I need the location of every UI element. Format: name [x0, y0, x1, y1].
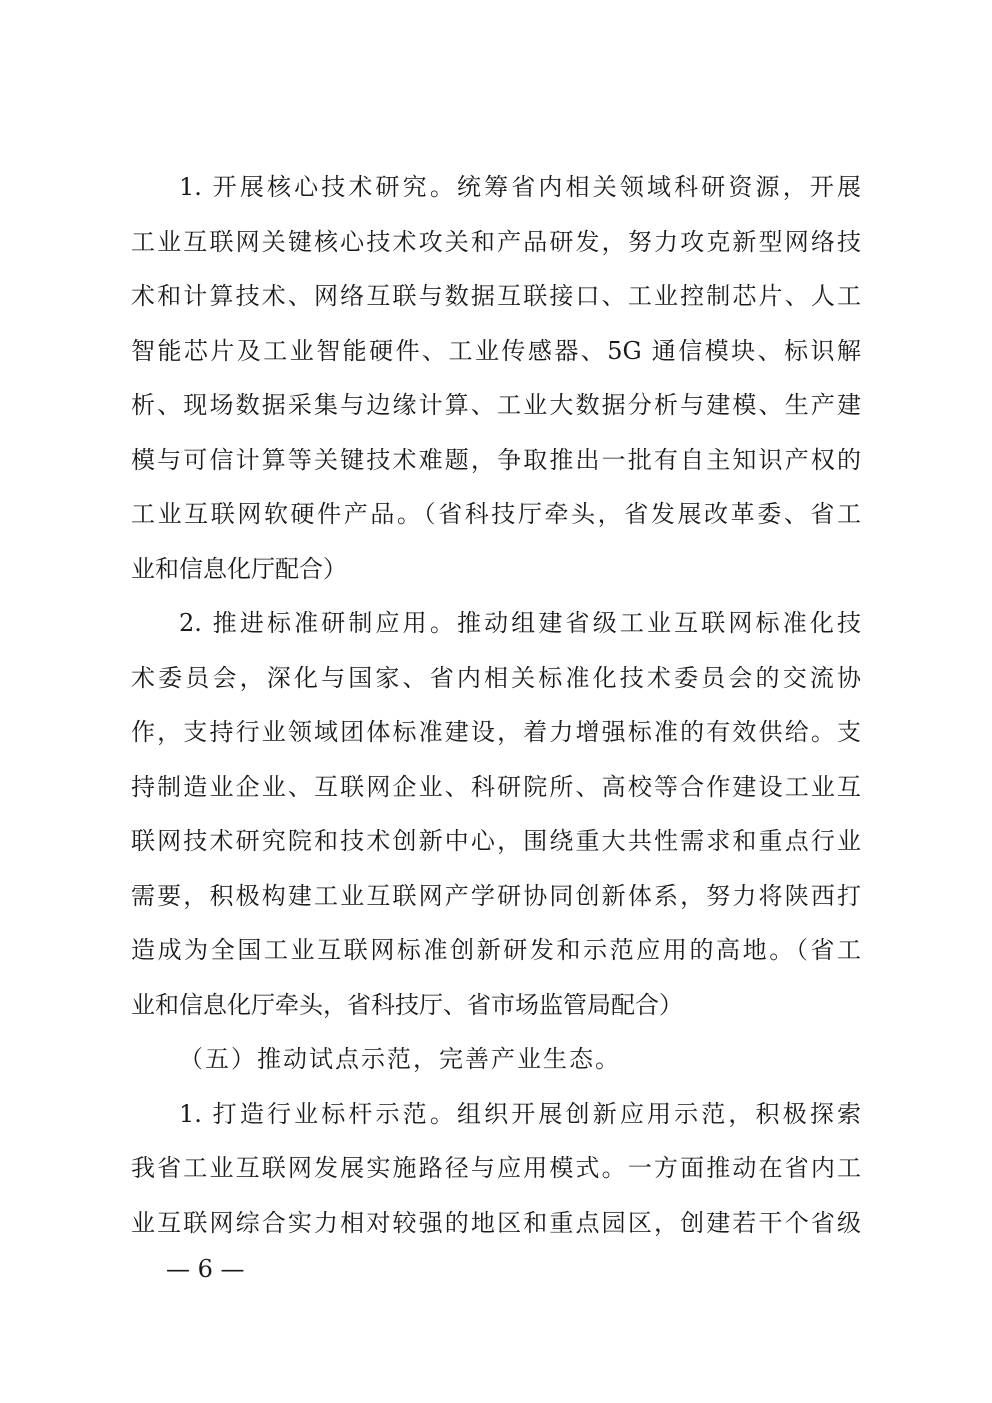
- paragraph-1-line-3: 术和计算技术、网络互联与数据互联接口、工业控制芯片、人工: [131, 282, 861, 310]
- paragraph-2-line-4: 持制造业企业、互联网企业、科研院所、高校等合作建设工业互: [131, 772, 861, 801]
- paragraph-2-line-8: 业和信息化厅牵头，省科技厅、省市场监管局配合）: [131, 990, 683, 1019]
- section-heading: （五）推动试点示范，完善产业生态。: [179, 1045, 621, 1073]
- paragraph-1-line-7: 工业互联网软硬件产品。（省科技厅牵头，省发展改革委、省工: [131, 500, 861, 528]
- paragraph-2-line-2: 术委员会，深化与国家、省内相关标准化技术委员会的交流协: [131, 663, 861, 692]
- paragraph-1-line-6: 模与可信计算等关键技术难题，争取推出一批有自主知识产权的: [131, 445, 861, 474]
- paragraph-1-line-4: 智能芯片及工业智能硬件、工业传感器、5G 通信模块、标识解: [131, 336, 861, 365]
- paragraph-2-line-6: 需要，积极构建工业互联网产学研协同创新体系，努力将陕西打: [131, 881, 861, 910]
- paragraph-2-line-7: 造成为全国工业互联网标准创新研发和示范应用的高地。（省工: [131, 936, 861, 964]
- paragraph-3-line-3: 业互联网综合实力相对较强的地区和重点园区，创建若干个省级: [131, 1208, 861, 1237]
- document-body: [131, 160, 861, 1250]
- paragraph-1-line-1: 1. 开展核心技术研究。统筹省内相关领域科研资源，开展: [179, 173, 861, 201]
- paragraph-1-line-2: 工业互联网关键核心技术攻关和产品研发，努力攻克新型网络技: [131, 227, 861, 256]
- paragraph-2-line-1: 2. 推进标准研制应用。推动组建省级工业互联网标准化技: [179, 609, 861, 637]
- paragraph-3-line-1: 1. 打造行业标杆示范。组织开展创新应用示范，积极探索: [179, 1099, 861, 1128]
- paragraph-2-line-5: 联网技术研究院和技术创新中心，围绕重大共性需求和重点行业: [131, 827, 861, 855]
- page-number: — 6 —: [166, 1255, 245, 1283]
- paragraph-3-line-2: 我省工业互联网发展实施路径与应用模式。一方面推动在省内工: [131, 1154, 861, 1182]
- paragraph-1-line-5: 析、现场数据采集与边缘计算、工业大数据分析与建模、生产建: [131, 391, 861, 419]
- paragraph-2-line-3: 作，支持行业领域团体标准建设，着力增强标准的有效供给。支: [131, 718, 861, 746]
- paragraph-1-line-8: 业和信息化厅配合）: [131, 554, 347, 583]
